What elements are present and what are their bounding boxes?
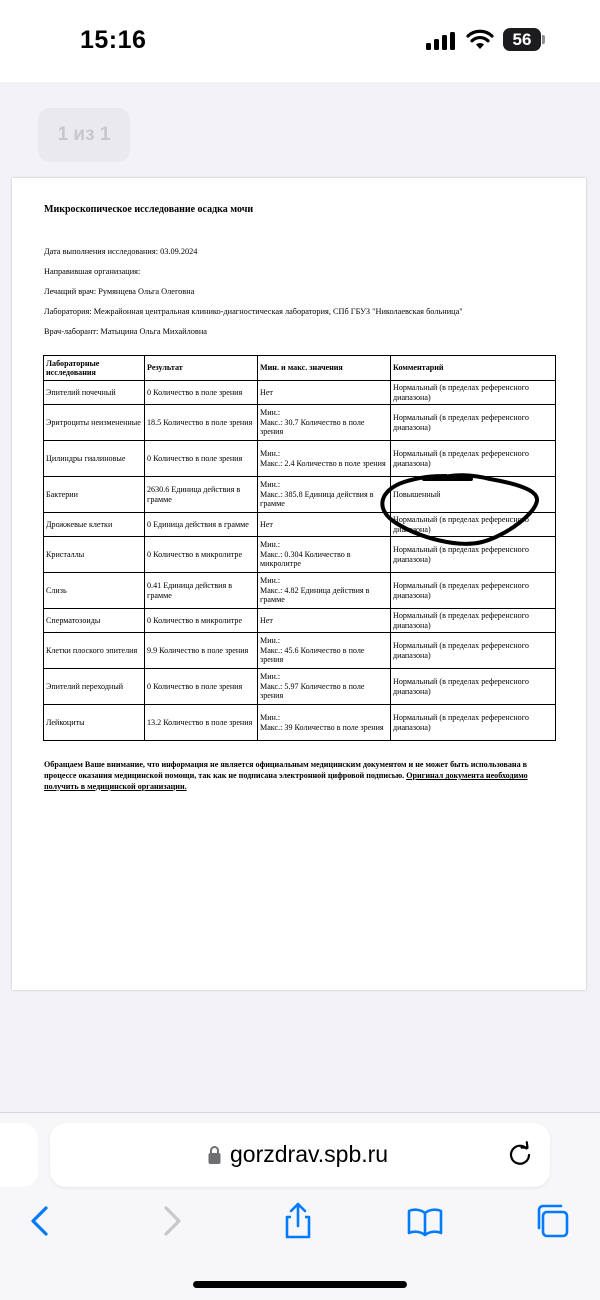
- cell-range: Мин.: Макс.: 39 Количество в поле зрения: [258, 705, 391, 741]
- cell-comment: Нормальный (в пределах референсного диапазона): [391, 609, 556, 633]
- cell-range: Мин.: Макс.: 5.97 Количество в поле зрения: [258, 669, 391, 705]
- cell-test: Эритроциты неизмененные: [44, 405, 145, 441]
- header-comment: Комментарий: [391, 356, 556, 381]
- cell-test: Кристаллы: [44, 537, 145, 573]
- previous-tab-edge[interactable]: [0, 1123, 38, 1187]
- disclaimer-notice: [44, 760, 549, 793]
- table-row: [44, 705, 556, 741]
- cell-result: 18.5 Количество в поле зрения: [145, 405, 258, 441]
- cell-comment: Нормальный (в пределах референсного диапазона): [391, 633, 556, 669]
- cellular-signal-icon: [426, 32, 456, 50]
- cell-comment: Повышенный: [391, 477, 556, 513]
- cell-comment: Нормальный (в пределах референсного диапазона): [391, 381, 556, 405]
- cell-comment: Нормальный (в пределах референсного диапазона): [391, 573, 556, 609]
- cell-test: Слизь: [44, 573, 145, 609]
- meta-lab-doctor: Врач-лаборант: Матыцина Ольга Михайловна: [44, 327, 207, 336]
- cell-range: Нет: [258, 609, 391, 633]
- meta-laboratory: Лаборатория: Межрайонная центральная клинико-диагностическая лаборатория, СПб ГБУЗ "Николаевская больница": [44, 307, 463, 316]
- cell-result: 2630.6 Единица действия в грамме: [145, 477, 258, 513]
- cell-result: 0 Единица действия в грамме: [145, 513, 258, 537]
- table-row: [44, 381, 556, 405]
- cell-range: Мин.: Макс.: 0.304 Количество в микролитре: [258, 537, 391, 573]
- cell-result: 0 Количество в микролитре: [145, 537, 258, 573]
- cell-comment: Нормальный (в пределах референсного диапазона): [391, 441, 556, 477]
- cell-range: Мин.: Макс.: 30.7 Количество в поле зрения: [258, 405, 391, 441]
- header-result: Результат: [145, 356, 258, 381]
- forward-icon[interactable]: [151, 1201, 191, 1241]
- table-row: [44, 573, 556, 609]
- cell-comment: Нормальный (в пределах референсного диапазона): [391, 405, 556, 441]
- table-row: [44, 609, 556, 633]
- cell-range: Мин.: Макс.: 2.4 Количество в поле зрения: [258, 441, 391, 477]
- document-page[interactable]: [12, 178, 586, 990]
- cell-range: Мин.: Макс.: 385.8 Единица действия в грамме: [258, 477, 391, 513]
- header-range: Мин. и макс. значения: [258, 356, 391, 381]
- cell-result: 0 Количество в поле зрения: [145, 381, 258, 405]
- table-row: [44, 633, 556, 669]
- meta-date: Дата выполнения исследования: 03.09.2024: [44, 247, 198, 256]
- table-row: [44, 441, 556, 477]
- cell-result: 0 Количество в микролитре: [145, 609, 258, 633]
- cell-test: Дрожжевые клетки: [44, 513, 145, 537]
- meta-doctor: Лечащий врач: Румянцева Ольга Олеговна: [44, 287, 195, 296]
- battery-tip: [542, 35, 545, 44]
- cell-test: Клетки плоского эпителия: [44, 633, 145, 669]
- disclaimer-text: Обращаем Ваше внимание, что информация не является официальным медицинским документом и не может быть использована в процессе оказания медицинской помощи, так как не подписана электронной цифровой подписью.: [44, 760, 528, 780]
- results-table: [43, 355, 556, 741]
- address-bar[interactable]: [50, 1123, 550, 1187]
- battery-icon: 56: [503, 28, 541, 51]
- cell-range: Мин.: Макс.: 45.6 Количество в поле зрения: [258, 633, 391, 669]
- status-time: 15:16: [80, 26, 147, 54]
- cell-result: 0.41 Единица действия в грамме: [145, 573, 258, 609]
- cell-range: Нет: [258, 513, 391, 537]
- browser-toolbar: [0, 1112, 600, 1300]
- table-row: [44, 477, 556, 513]
- cell-test: Эпителий переходный: [44, 669, 145, 705]
- meta-organization: Направившая организация:: [44, 267, 141, 276]
- cell-range: Мин.: Макс.: 4.82 Единица действия в грамме: [258, 573, 391, 609]
- bookmarks-icon[interactable]: [405, 1201, 445, 1241]
- lock-icon: [208, 1145, 221, 1165]
- table-header-row: [44, 356, 556, 381]
- share-icon[interactable]: [278, 1201, 318, 1241]
- tabs-icon[interactable]: [533, 1201, 573, 1241]
- cell-result: 0 Количество в поле зрения: [145, 669, 258, 705]
- table-row: [44, 405, 556, 441]
- cell-test: Сперматозоиды: [44, 609, 145, 633]
- cell-result: 9.9 Количество в поле зрения: [145, 633, 258, 669]
- back-icon[interactable]: [21, 1201, 61, 1241]
- table-row: [44, 513, 556, 537]
- cell-range: Нет: [258, 381, 391, 405]
- wifi-icon: [466, 28, 494, 50]
- page-indicator: 1 из 1: [38, 108, 130, 162]
- reload-icon[interactable]: [506, 1141, 534, 1169]
- disclaimer-link[interactable]: Оригинал документа необходимо получить в медицинской организации.: [44, 770, 528, 791]
- cell-test: Цилиндры гиалиновые: [44, 441, 145, 477]
- cell-result: 13.2 Количество в поле зрения: [145, 705, 258, 741]
- cell-test: Эпителий почечный: [44, 381, 145, 405]
- document-title: Микроскопическое исследование осадка мочи: [44, 204, 254, 215]
- table-row: [44, 537, 556, 573]
- status-bar: [0, 0, 600, 82]
- cell-test: Лейкоциты: [44, 705, 145, 741]
- header-tests: Лабораторные исследования: [44, 356, 145, 381]
- cell-comment: Нормальный (в пределах референсного диапазона): [391, 537, 556, 573]
- cell-result: 0 Количество в поле зрения: [145, 441, 258, 477]
- home-indicator: [193, 1281, 407, 1288]
- cell-comment: Нормальный (в пределах референсного диапазона): [391, 513, 556, 537]
- cell-comment: Нормальный (в пределах референсного диапазона): [391, 669, 556, 705]
- cell-test: Бактерии: [44, 477, 145, 513]
- table-row: [44, 669, 556, 705]
- url-text: gorzdrav.spb.ru: [230, 1141, 389, 1167]
- cell-comment: Нормальный (в пределах референсного диапазона): [391, 705, 556, 741]
